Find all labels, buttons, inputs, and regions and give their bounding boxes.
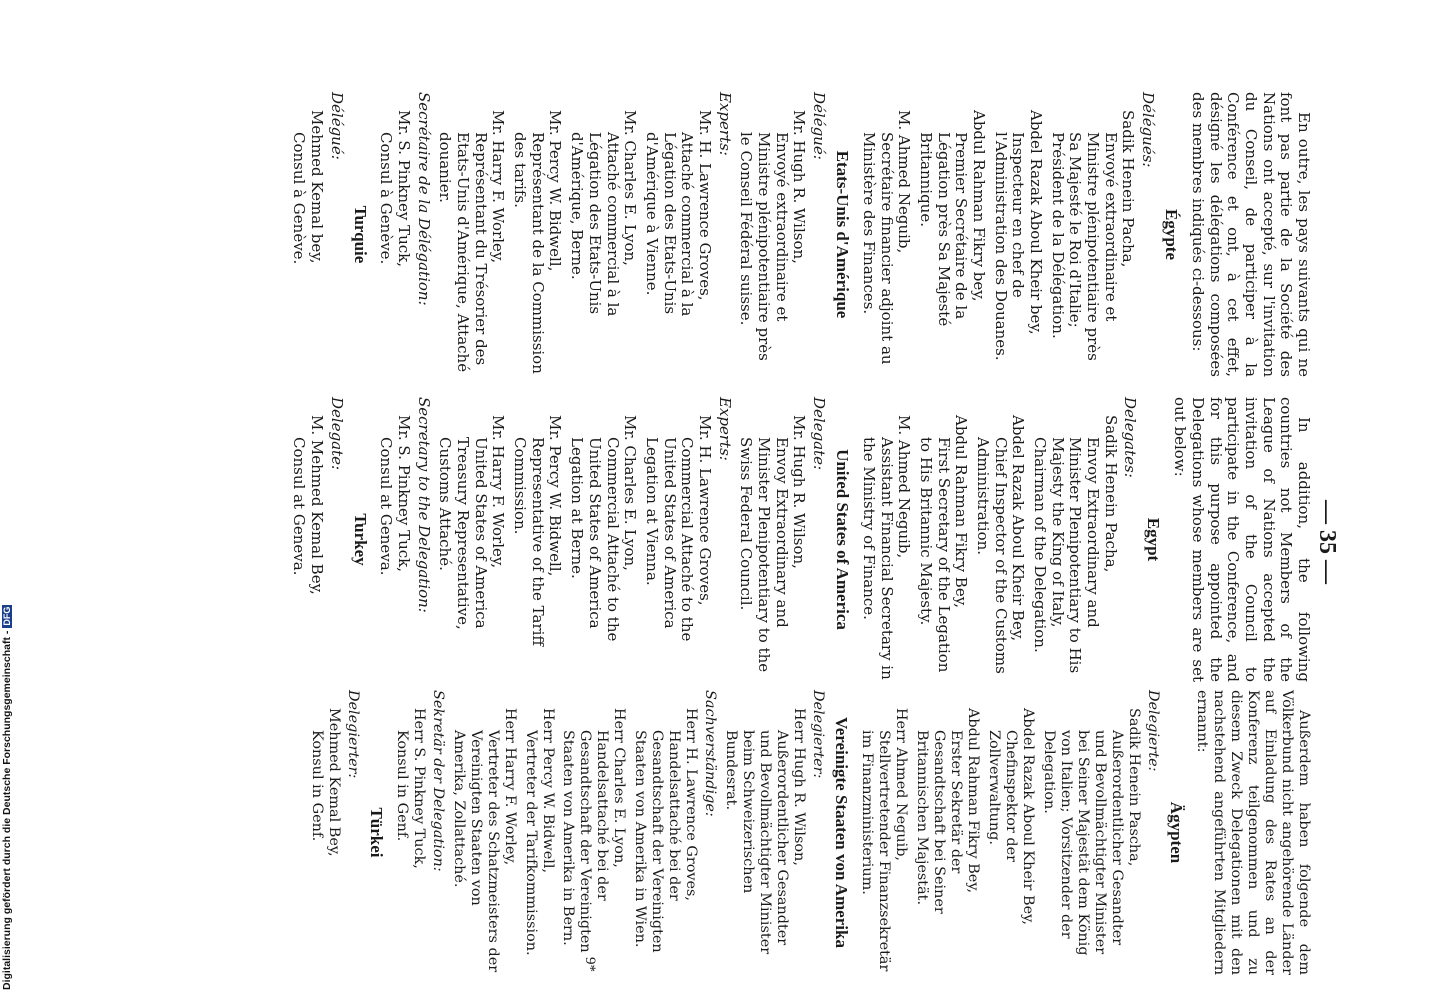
delegate-name: Mr. Harry F. Worley,	[489, 415, 508, 569]
delegate-title: Außerordentlicher Gesandter und Bevollmächtigter Minister bei Seiner Majestät dem König von Italien; Vorsitzender der Delegation.	[1041, 730, 1126, 956]
column-english	[285, 397, 1312, 682]
delegate-title: Secrétaire financier adjoint au Ministère des Finances.	[859, 132, 896, 365]
delegate-name: M. Mehmed Kemal Bey,	[307, 415, 326, 595]
delegate-title: Envoyé extraordinaire et Ministre plénipotentiaire près Sa Majesté le Roi d'Italie; Président de la Délégation.	[1048, 132, 1120, 361]
delegate-name: Herr Ahmed Neguib,	[893, 708, 910, 861]
delegate-entry	[510, 92, 563, 377]
role-label: Experts:	[715, 397, 734, 461]
intro-paragraph: In addition, the following countries not Members of the League of Nations accepted the invitation of the Council to participate in the Conference, and for this purpose appointed the Delegations whose members are set out below:	[1171, 397, 1313, 682]
delegate-name: Mr. Hugh R. Wilson,	[790, 415, 809, 569]
role-label: Delegierter:	[344, 690, 361, 779]
delegate-name: Abdel Razak Aboul Kheir bey,	[1027, 110, 1046, 335]
delegate-title: Inspecteur en chef de l'Administration des Douanes.	[991, 132, 1028, 361]
delegate-name: M. Ahmed Neguib,	[895, 110, 914, 254]
delegate-entry	[1030, 397, 1118, 682]
delegate-title: Assistant Financial Secretary in the Ministry of Finance.	[859, 437, 896, 680]
delegate-name: Mr. Percy W. Bidwell,	[546, 415, 565, 577]
delegate-name: Abdul Rahman Fikry Bey,	[965, 708, 982, 894]
delegate-name: Mr. Hugh R. Wilson,	[790, 110, 809, 264]
delegate-title: First Secretary of the Legation to His Britannic Majesty.	[916, 437, 953, 673]
role-label: Delegierte:	[1145, 690, 1162, 772]
delegate-name: Mr. Harry F. Worley,	[489, 110, 508, 264]
delegate-title: Consul à Genève.	[290, 132, 309, 265]
delegate-entry	[377, 92, 412, 377]
delegate-entry	[859, 397, 912, 682]
delegate-entry	[450, 690, 518, 975]
delegate-title: Représentant de la Commission des tarifs.	[511, 132, 547, 374]
delegate-name: Mr. S. Pinkney Tuck,	[394, 110, 413, 268]
digitization-footer	[1, 605, 13, 990]
delegate-title: Stellvertretender Finanzsekretär im Finanzministerium.	[859, 730, 893, 972]
country-heading: Turquie	[350, 205, 370, 264]
delegate-name: M. Ahmed Neguib,	[895, 415, 914, 559]
intro-paragraph: Außerdem haben folgende dem Völkerbund nicht angehörende Länder auf Einladung des Rates an der Konferenz teilgenommen und zu diesem Zweck Delegationen mit den nachstehend angeführten Mitgliedern ernannt:	[1194, 690, 1312, 975]
delegate-title: Konsul in Genf.	[393, 730, 410, 842]
delegate-title: Envoy Extraordinary and Minister Plenipotentiary to His Majesty the King of Italy, Chairman of the Delegation.	[1031, 437, 1103, 674]
delegate-name: Sadik Henein Pacha,	[1119, 110, 1138, 268]
delegate-name: Abdel Razak Aboul Kheir Bey,	[1009, 415, 1028, 642]
delegate-entry	[1040, 690, 1142, 975]
delegate-title: Handelsattaché bei der Gesandtschaft der Vereinigten Staaten von Amerika in Bern.	[560, 730, 611, 953]
delegate-entry	[913, 690, 981, 975]
delegate-entry	[289, 397, 324, 682]
delegate-entry	[631, 690, 699, 975]
delegate-entry	[377, 397, 412, 682]
delegate-entry	[289, 92, 324, 377]
role-label: Delegate:	[327, 397, 346, 471]
delegate-entry	[1048, 92, 1136, 377]
delegate-entry	[859, 92, 912, 377]
delegate-name: Sadik Henein Pascha,	[1126, 708, 1143, 867]
role-label: Délégué:	[327, 92, 346, 160]
delegate-title: Envoyé extraordinaire et Ministre plénipotentiaire près le Conseil Fédéral suisse.	[737, 132, 791, 361]
delegate-name: Sadik Henein Pacha,	[1101, 415, 1120, 573]
delegate-name: Herr Percy W. Bidwell,	[539, 708, 556, 874]
delegate-title: Représentant du Trésorier des Etats-Unis d'Amérique, Attaché douanier.	[436, 132, 490, 373]
role-label: Delegierter:	[810, 690, 827, 779]
delegate-title: Vertreter der Tarifkommission.	[522, 730, 539, 956]
delegate-entry	[737, 92, 808, 377]
delegate-title: Chefinspektor der Zollverwaltung.	[986, 730, 1020, 863]
role-label: Délégués:	[1139, 92, 1158, 168]
delegate-entry	[991, 92, 1044, 377]
role-label: Delegates:	[1121, 397, 1140, 478]
delegate-title: Attaché commercial à la Légation des Etats-Unis d'Amérique à Vienne.	[642, 132, 697, 317]
delegate-title: United States of America Treasury Representative, Customs Attaché.	[436, 437, 490, 630]
country-heading: United States of America	[833, 449, 853, 630]
delegate-name: Herr Harry F. Worley,	[501, 708, 518, 866]
page-number: — 35 —	[1314, 500, 1340, 584]
delegate-name: Abdel Razak Aboul Kheir Bey,	[1020, 708, 1037, 925]
delegate-name: Mr. S. Pinkney Tuck,	[394, 415, 413, 573]
delegate-entry	[308, 690, 342, 975]
country-heading: Türkei	[366, 807, 386, 858]
delegate-title: Consul à Genève.	[377, 132, 396, 265]
delegate-entry	[393, 690, 427, 975]
delegate-entry	[567, 397, 638, 682]
delegate-entry	[642, 92, 713, 377]
delegate-name: Herr S. Pinkney Tuck,	[410, 708, 427, 869]
delegate-name: Herr H. Lawrence Groves,	[683, 708, 700, 902]
delegate-name: Mr. Charles E. Lyon,	[621, 110, 640, 266]
delegate-entry	[436, 92, 507, 377]
footer-text: Digitalisierung gefördert durch die Deutsche Forschungsgemeinschaft -	[1, 630, 13, 990]
delegate-entry	[916, 397, 969, 682]
intro-paragraph: En outre, les pays suivants qui ne font pas partie de la Société des Nations ont accepté, sur l'invitation du Conseil, de participer à la Conférence et ont, à cet effet, désigné les délégations composées des membres indiqués ci-dessous:	[1188, 92, 1313, 377]
delegate-title: Commercial Attaché to the United States of America Legation at Vienna.	[642, 437, 697, 642]
delegate-title: Consul at Geneva.	[290, 437, 309, 576]
delegate-title: Envoy Extraordinary and Minister Plenipotentiary to the Swiss Federal Council.	[737, 437, 791, 673]
delegate-entry	[436, 397, 507, 682]
delegate-entry	[567, 92, 638, 377]
role-label: Experts:	[715, 92, 734, 156]
delegate-name: Herr Charles E. Lyon,	[611, 708, 628, 868]
column-german	[304, 690, 1312, 975]
country-heading: Turkey	[350, 513, 370, 566]
delegate-title: Consul at Geneva.	[377, 437, 396, 576]
country-heading: Egypt	[1144, 517, 1164, 562]
delegate-entry	[522, 690, 556, 975]
delegate-title: Chief Inspector of the Customs Administration.	[973, 437, 1010, 674]
delegate-entry	[642, 397, 713, 682]
delegate-name: Mr. H. Lawrence Groves,	[695, 110, 714, 301]
delegate-entry	[916, 92, 987, 377]
country-heading: Égypte	[1162, 209, 1182, 260]
column-french	[285, 92, 1312, 377]
country-heading: Vereinigte Staaten von Amerika	[832, 717, 852, 948]
role-label: Secrétaire de la Délégation:	[414, 92, 433, 306]
role-label: Secretary to the Delegation:	[414, 397, 433, 613]
delegate-name: Mehmed Kemal bey,	[307, 110, 326, 264]
delegate-title: Representative of the Tariff Commission.	[511, 437, 547, 647]
delegate-title: Außerordentlicher Gesandter und Bevollmächtigter Minister beim Schweizerischen Bundesrat.	[723, 730, 791, 955]
role-label: Delegate:	[810, 397, 829, 471]
delegate-title: Konsul in Genf.	[308, 730, 325, 842]
signature-mark: 9*	[582, 957, 598, 972]
delegate-name: Mr. H. Lawrence Groves,	[695, 415, 714, 606]
delegate-entry	[722, 690, 807, 975]
dfg-logo: DFG	[2, 606, 12, 626]
delegate-name: Mr. Percy W. Bidwell,	[546, 110, 565, 272]
delegate-name: Abdul Rahman Fikry Bey,	[952, 415, 971, 608]
delegate-title: Attaché commercial à la Légation des Etats-Unis d'Amérique, Berne.	[568, 132, 622, 317]
delegate-entry	[737, 397, 808, 682]
country-heading: Ägypten	[1167, 801, 1187, 864]
country-heading: Etats-Unis d'Amérique	[833, 150, 853, 319]
delegate-title: Premier Secrétaire de la Légation près Sa Majesté Britannique.	[916, 132, 971, 327]
delegate-title: Erster Sekretär der Gesandtschaft bei Seiner Britannischen Majestät.	[914, 730, 965, 914]
delegate-entry	[510, 397, 563, 682]
delegate-title: Vertreter des Schatzmeisters der Vereinigten Staaten von Amerika, Zollattaché.	[450, 730, 501, 973]
delegate-title: Commercial Attaché to the United States of America Legation at Berne.	[568, 437, 622, 642]
delegate-entry	[858, 690, 909, 975]
delegate-name: Mehmed Kemal Bey,	[325, 708, 342, 857]
delegate-name: Mr. Charles E. Lyon,	[621, 415, 640, 571]
role-label: Délégué:	[810, 92, 829, 160]
delegate-title: Handelsattaché bei der Gesandtschaft der Vereinigten Staaten von Amerika in Wien.	[632, 730, 683, 953]
role-label: Sachverständige:	[702, 690, 719, 817]
document-page	[160, 92, 1340, 992]
delegate-name: Abdul Rahman Fikry bey,	[969, 110, 988, 302]
role-label: Sekretär der Delegation:	[429, 690, 446, 872]
delegate-entry	[985, 690, 1036, 975]
delegate-entry	[973, 397, 1026, 682]
delegate-name: Herr Hugh R. Wilson,	[791, 708, 808, 866]
